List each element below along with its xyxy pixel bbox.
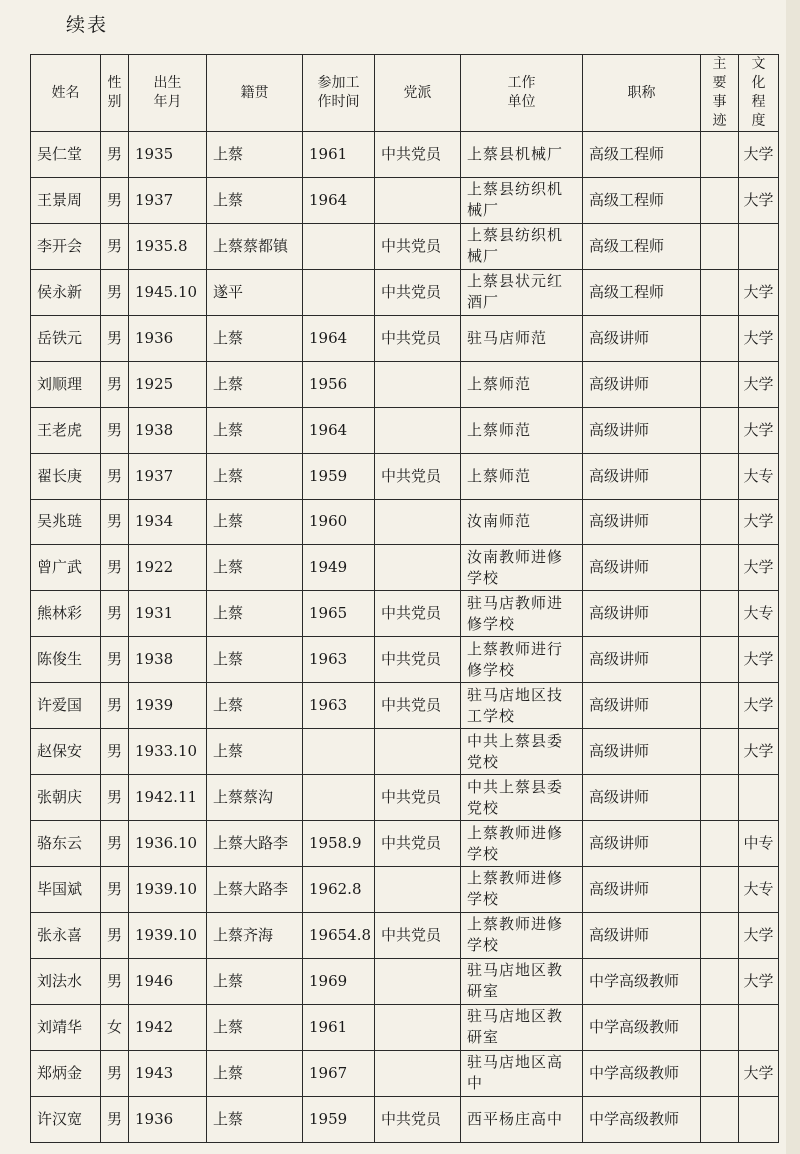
cell-birth: 1938 <box>129 407 207 453</box>
cell-work-unit: 上蔡县纺织机械厂 <box>461 177 583 223</box>
cell-name: 郑炳金 <box>31 1050 101 1096</box>
cell-title: 高级讲师 <box>583 637 701 683</box>
cell-birth: 1942.11 <box>129 775 207 821</box>
cell-education: 大学 <box>739 1050 779 1096</box>
cell-title: 高级讲师 <box>583 867 701 913</box>
cell-work-start: 1961 <box>303 132 375 178</box>
cell-native-place: 上蔡 <box>207 637 303 683</box>
cell-work-start <box>303 223 375 269</box>
table-row <box>31 315 779 361</box>
cell-achievements <box>701 223 739 269</box>
cell-native-place: 上蔡 <box>207 499 303 545</box>
cell-birth: 1936 <box>129 1096 207 1142</box>
cell-name: 吴兆琏 <box>31 499 101 545</box>
cell-work-start: 1965 <box>303 591 375 637</box>
cell-achievements <box>701 958 739 1004</box>
col-header-title: 职称 <box>583 55 701 132</box>
cell-achievements <box>701 407 739 453</box>
cell-native-place: 上蔡 <box>207 1004 303 1050</box>
cell-gender: 男 <box>101 821 129 867</box>
cell-party <box>375 499 461 545</box>
cell-achievements <box>701 269 739 315</box>
table-row <box>31 223 779 269</box>
cell-party: 中共党员 <box>375 269 461 315</box>
cell-party <box>375 1050 461 1096</box>
table-row <box>31 1050 779 1096</box>
cell-party <box>375 867 461 913</box>
cell-education <box>739 1096 779 1142</box>
cell-achievements <box>701 453 739 499</box>
cell-birth: 1943 <box>129 1050 207 1096</box>
cell-education <box>739 223 779 269</box>
cell-achievements <box>701 132 739 178</box>
cell-native-place: 上蔡 <box>207 315 303 361</box>
cell-title: 高级讲师 <box>583 912 701 958</box>
cell-name: 李开会 <box>31 223 101 269</box>
cell-birth: 1925 <box>129 361 207 407</box>
cell-work-unit: 驻马店地区教研室 <box>461 958 583 1004</box>
cell-gender: 女 <box>101 1004 129 1050</box>
cell-name: 骆东云 <box>31 821 101 867</box>
cell-name: 许汉宽 <box>31 1096 101 1142</box>
cell-name: 陈俊生 <box>31 637 101 683</box>
cell-achievements <box>701 1096 739 1142</box>
cell-party: 中共党员 <box>375 637 461 683</box>
cell-party: 中共党员 <box>375 223 461 269</box>
cell-gender: 男 <box>101 499 129 545</box>
cell-gender: 男 <box>101 591 129 637</box>
cell-work-start: 1969 <box>303 958 375 1004</box>
cell-native-place: 上蔡大路李 <box>207 867 303 913</box>
cell-work-start: 19654.8 <box>303 912 375 958</box>
cell-title: 高级讲师 <box>583 821 701 867</box>
cell-name: 吴仁堂 <box>31 132 101 178</box>
col-header-gender: 性 别 <box>101 55 129 132</box>
page-edge-strip <box>786 0 800 1154</box>
cell-work-unit: 汝南师范 <box>461 499 583 545</box>
cell-native-place: 上蔡 <box>207 1096 303 1142</box>
personnel-table <box>30 54 779 1143</box>
cell-birth: 1935 <box>129 132 207 178</box>
cell-achievements <box>701 1004 739 1050</box>
cell-party <box>375 407 461 453</box>
col-header-work-start: 参加工 作时间 <box>303 55 375 132</box>
cell-name: 侯永新 <box>31 269 101 315</box>
table-row <box>31 545 779 591</box>
table-row <box>31 1096 779 1142</box>
cell-education: 大学 <box>739 958 779 1004</box>
table-row <box>31 867 779 913</box>
cell-achievements <box>701 912 739 958</box>
cell-native-place: 上蔡大路李 <box>207 821 303 867</box>
cell-education: 大学 <box>739 545 779 591</box>
cell-education <box>739 775 779 821</box>
cell-birth: 1939 <box>129 683 207 729</box>
cell-title: 中学高级教师 <box>583 1050 701 1096</box>
cell-education: 大学 <box>739 729 779 775</box>
cell-party <box>375 545 461 591</box>
cell-title: 高级讲师 <box>583 729 701 775</box>
cell-achievements <box>701 683 739 729</box>
cell-achievements <box>701 499 739 545</box>
table-row <box>31 958 779 1004</box>
cell-gender: 男 <box>101 958 129 1004</box>
cell-education: 大专 <box>739 453 779 499</box>
cell-education: 大学 <box>739 499 779 545</box>
table-body <box>31 132 779 1143</box>
cell-work-start: 1967 <box>303 1050 375 1096</box>
table-row <box>31 407 779 453</box>
cell-name: 岳铁元 <box>31 315 101 361</box>
cell-native-place: 上蔡 <box>207 591 303 637</box>
cell-work-start: 1963 <box>303 637 375 683</box>
cell-gender: 男 <box>101 361 129 407</box>
cell-title: 中学高级教师 <box>583 958 701 1004</box>
col-header-birth: 出生 年月 <box>129 55 207 132</box>
cell-achievements <box>701 315 739 361</box>
table-row <box>31 453 779 499</box>
table-row <box>31 177 779 223</box>
cell-name: 翟长庚 <box>31 453 101 499</box>
cell-gender: 男 <box>101 223 129 269</box>
cell-achievements <box>701 775 739 821</box>
cell-party: 中共党员 <box>375 775 461 821</box>
col-header-party: 党派 <box>375 55 461 132</box>
cell-work-unit: 上蔡教师进修学校 <box>461 821 583 867</box>
table-row <box>31 269 779 315</box>
cell-work-start <box>303 729 375 775</box>
cell-title: 高级讲师 <box>583 453 701 499</box>
cell-work-unit: 驻马店地区教研室 <box>461 1004 583 1050</box>
cell-party: 中共党员 <box>375 683 461 729</box>
cell-achievements <box>701 1050 739 1096</box>
cell-work-start <box>303 775 375 821</box>
cell-work-unit: 中共上蔡县委党校 <box>461 729 583 775</box>
cell-gender: 男 <box>101 637 129 683</box>
cell-birth: 1937 <box>129 177 207 223</box>
cell-name: 王老虎 <box>31 407 101 453</box>
cell-work-start: 1962.8 <box>303 867 375 913</box>
cell-party: 中共党员 <box>375 453 461 499</box>
cell-work-unit: 驻马店地区技工学校 <box>461 683 583 729</box>
cell-party: 中共党员 <box>375 315 461 361</box>
cell-birth: 1934 <box>129 499 207 545</box>
cell-work-start: 1959 <box>303 453 375 499</box>
cell-gender: 男 <box>101 177 129 223</box>
cell-achievements <box>701 591 739 637</box>
cell-title: 高级讲师 <box>583 361 701 407</box>
cell-title: 高级讲师 <box>583 407 701 453</box>
cell-gender: 男 <box>101 315 129 361</box>
cell-party: 中共党员 <box>375 1096 461 1142</box>
cell-gender: 男 <box>101 912 129 958</box>
cell-birth: 1936.10 <box>129 821 207 867</box>
cell-work-unit: 上蔡师范 <box>461 453 583 499</box>
cell-gender: 男 <box>101 269 129 315</box>
cell-title: 高级讲师 <box>583 775 701 821</box>
cell-native-place: 上蔡 <box>207 407 303 453</box>
cell-name: 曾广武 <box>31 545 101 591</box>
cell-gender: 男 <box>101 683 129 729</box>
cell-achievements <box>701 177 739 223</box>
cell-name: 刘顺理 <box>31 361 101 407</box>
cell-name: 许爱国 <box>31 683 101 729</box>
cell-education: 大学 <box>739 912 779 958</box>
page-title: 续表 <box>66 14 109 36</box>
col-header-achievements: 主要 事迹 <box>701 55 739 132</box>
cell-name: 张朝庆 <box>31 775 101 821</box>
table-row <box>31 591 779 637</box>
table-row <box>31 637 779 683</box>
cell-birth: 1939.10 <box>129 867 207 913</box>
cell-achievements <box>701 729 739 775</box>
cell-native-place: 上蔡 <box>207 361 303 407</box>
cell-party <box>375 729 461 775</box>
cell-work-start: 1961 <box>303 1004 375 1050</box>
cell-education: 大学 <box>739 177 779 223</box>
cell-work-unit: 上蔡教师进行修学校 <box>461 637 583 683</box>
cell-birth: 1933.10 <box>129 729 207 775</box>
cell-work-unit: 汝南教师进修学校 <box>461 545 583 591</box>
cell-birth: 1936 <box>129 315 207 361</box>
cell-work-start: 1963 <box>303 683 375 729</box>
cell-title: 高级讲师 <box>583 545 701 591</box>
cell-gender: 男 <box>101 132 129 178</box>
cell-work-unit: 中共上蔡县委党校 <box>461 775 583 821</box>
col-header-work-unit: 工作 单位 <box>461 55 583 132</box>
col-header-native-place: 籍贯 <box>207 55 303 132</box>
cell-education: 大学 <box>739 315 779 361</box>
cell-native-place: 上蔡蔡沟 <box>207 775 303 821</box>
cell-party: 中共党员 <box>375 912 461 958</box>
cell-work-unit: 上蔡教师进修学校 <box>461 867 583 913</box>
cell-work-unit: 上蔡教师进修学校 <box>461 912 583 958</box>
cell-gender: 男 <box>101 1050 129 1096</box>
cell-native-place: 上蔡 <box>207 132 303 178</box>
cell-achievements <box>701 545 739 591</box>
table-row <box>31 912 779 958</box>
cell-achievements <box>701 821 739 867</box>
cell-party <box>375 177 461 223</box>
cell-achievements <box>701 867 739 913</box>
cell-achievements <box>701 637 739 683</box>
cell-education: 大学 <box>739 683 779 729</box>
cell-native-place: 上蔡 <box>207 683 303 729</box>
cell-native-place: 上蔡 <box>207 729 303 775</box>
cell-title: 中学高级教师 <box>583 1004 701 1050</box>
cell-native-place: 上蔡 <box>207 453 303 499</box>
cell-name: 张永喜 <box>31 912 101 958</box>
cell-gender: 男 <box>101 867 129 913</box>
cell-work-unit: 上蔡师范 <box>461 361 583 407</box>
cell-name: 熊林彩 <box>31 591 101 637</box>
cell-native-place: 上蔡 <box>207 1050 303 1096</box>
cell-work-start: 1959 <box>303 1096 375 1142</box>
cell-work-start <box>303 269 375 315</box>
cell-party <box>375 1004 461 1050</box>
table-row <box>31 132 779 178</box>
cell-work-start: 1964 <box>303 177 375 223</box>
col-header-education: 文化 程度 <box>739 55 779 132</box>
cell-work-start: 1956 <box>303 361 375 407</box>
table-row <box>31 821 779 867</box>
cell-work-start: 1964 <box>303 315 375 361</box>
cell-title: 高级讲师 <box>583 315 701 361</box>
cell-title: 高级工程师 <box>583 132 701 178</box>
cell-native-place: 上蔡 <box>207 177 303 223</box>
cell-birth: 1938 <box>129 637 207 683</box>
cell-name: 赵保安 <box>31 729 101 775</box>
cell-work-unit: 驻马店教师进修学校 <box>461 591 583 637</box>
cell-education: 大专 <box>739 591 779 637</box>
cell-birth: 1935.8 <box>129 223 207 269</box>
cell-native-place: 上蔡蔡都镇 <box>207 223 303 269</box>
cell-native-place: 上蔡 <box>207 545 303 591</box>
cell-title: 高级工程师 <box>583 177 701 223</box>
cell-title: 中学高级教师 <box>583 1096 701 1142</box>
cell-birth: 1945.10 <box>129 269 207 315</box>
cell-birth: 1931 <box>129 591 207 637</box>
cell-education: 大学 <box>739 132 779 178</box>
cell-gender: 男 <box>101 1096 129 1142</box>
table-row <box>31 683 779 729</box>
cell-work-unit: 上蔡师范 <box>461 407 583 453</box>
cell-education <box>739 1004 779 1050</box>
cell-party: 中共党员 <box>375 132 461 178</box>
cell-title: 高级工程师 <box>583 223 701 269</box>
cell-work-unit: 上蔡县状元红酒厂 <box>461 269 583 315</box>
cell-native-place: 上蔡齐海 <box>207 912 303 958</box>
table-row <box>31 1004 779 1050</box>
cell-education: 中专 <box>739 821 779 867</box>
cell-work-start: 1958.9 <box>303 821 375 867</box>
cell-name: 刘靖华 <box>31 1004 101 1050</box>
cell-birth: 1922 <box>129 545 207 591</box>
cell-work-unit: 驻马店地区高中 <box>461 1050 583 1096</box>
cell-education: 大学 <box>739 407 779 453</box>
cell-work-unit: 西平杨庄高中 <box>461 1096 583 1142</box>
cell-education: 大学 <box>739 361 779 407</box>
cell-gender: 男 <box>101 407 129 453</box>
cell-name: 毕国斌 <box>31 867 101 913</box>
cell-work-start: 1949 <box>303 545 375 591</box>
cell-birth: 1946 <box>129 958 207 1004</box>
cell-party: 中共党员 <box>375 821 461 867</box>
cell-work-unit: 上蔡县机械厂 <box>461 132 583 178</box>
cell-title: 高级工程师 <box>583 269 701 315</box>
header-row <box>31 55 779 132</box>
col-header-name: 姓名 <box>31 55 101 132</box>
table-row <box>31 729 779 775</box>
cell-gender: 男 <box>101 775 129 821</box>
cell-title: 高级讲师 <box>583 591 701 637</box>
cell-party <box>375 958 461 1004</box>
cell-work-start: 1960 <box>303 499 375 545</box>
table-row <box>31 361 779 407</box>
cell-name: 刘法水 <box>31 958 101 1004</box>
table-row <box>31 499 779 545</box>
cell-gender: 男 <box>101 729 129 775</box>
cell-party <box>375 361 461 407</box>
cell-education: 大专 <box>739 867 779 913</box>
cell-achievements <box>701 361 739 407</box>
cell-education: 大学 <box>739 637 779 683</box>
cell-gender: 男 <box>101 545 129 591</box>
cell-name: 王景周 <box>31 177 101 223</box>
cell-work-unit: 上蔡县纺织机械厂 <box>461 223 583 269</box>
cell-work-start: 1964 <box>303 407 375 453</box>
cell-birth: 1937 <box>129 453 207 499</box>
cell-birth: 1942 <box>129 1004 207 1050</box>
cell-gender: 男 <box>101 453 129 499</box>
cell-native-place: 上蔡 <box>207 958 303 1004</box>
cell-education: 大学 <box>739 269 779 315</box>
cell-native-place: 遂平 <box>207 269 303 315</box>
cell-title: 高级讲师 <box>583 683 701 729</box>
cell-party: 中共党员 <box>375 591 461 637</box>
cell-birth: 1939.10 <box>129 912 207 958</box>
cell-work-unit: 驻马店师范 <box>461 315 583 361</box>
table-row <box>31 775 779 821</box>
cell-title: 高级讲师 <box>583 499 701 545</box>
